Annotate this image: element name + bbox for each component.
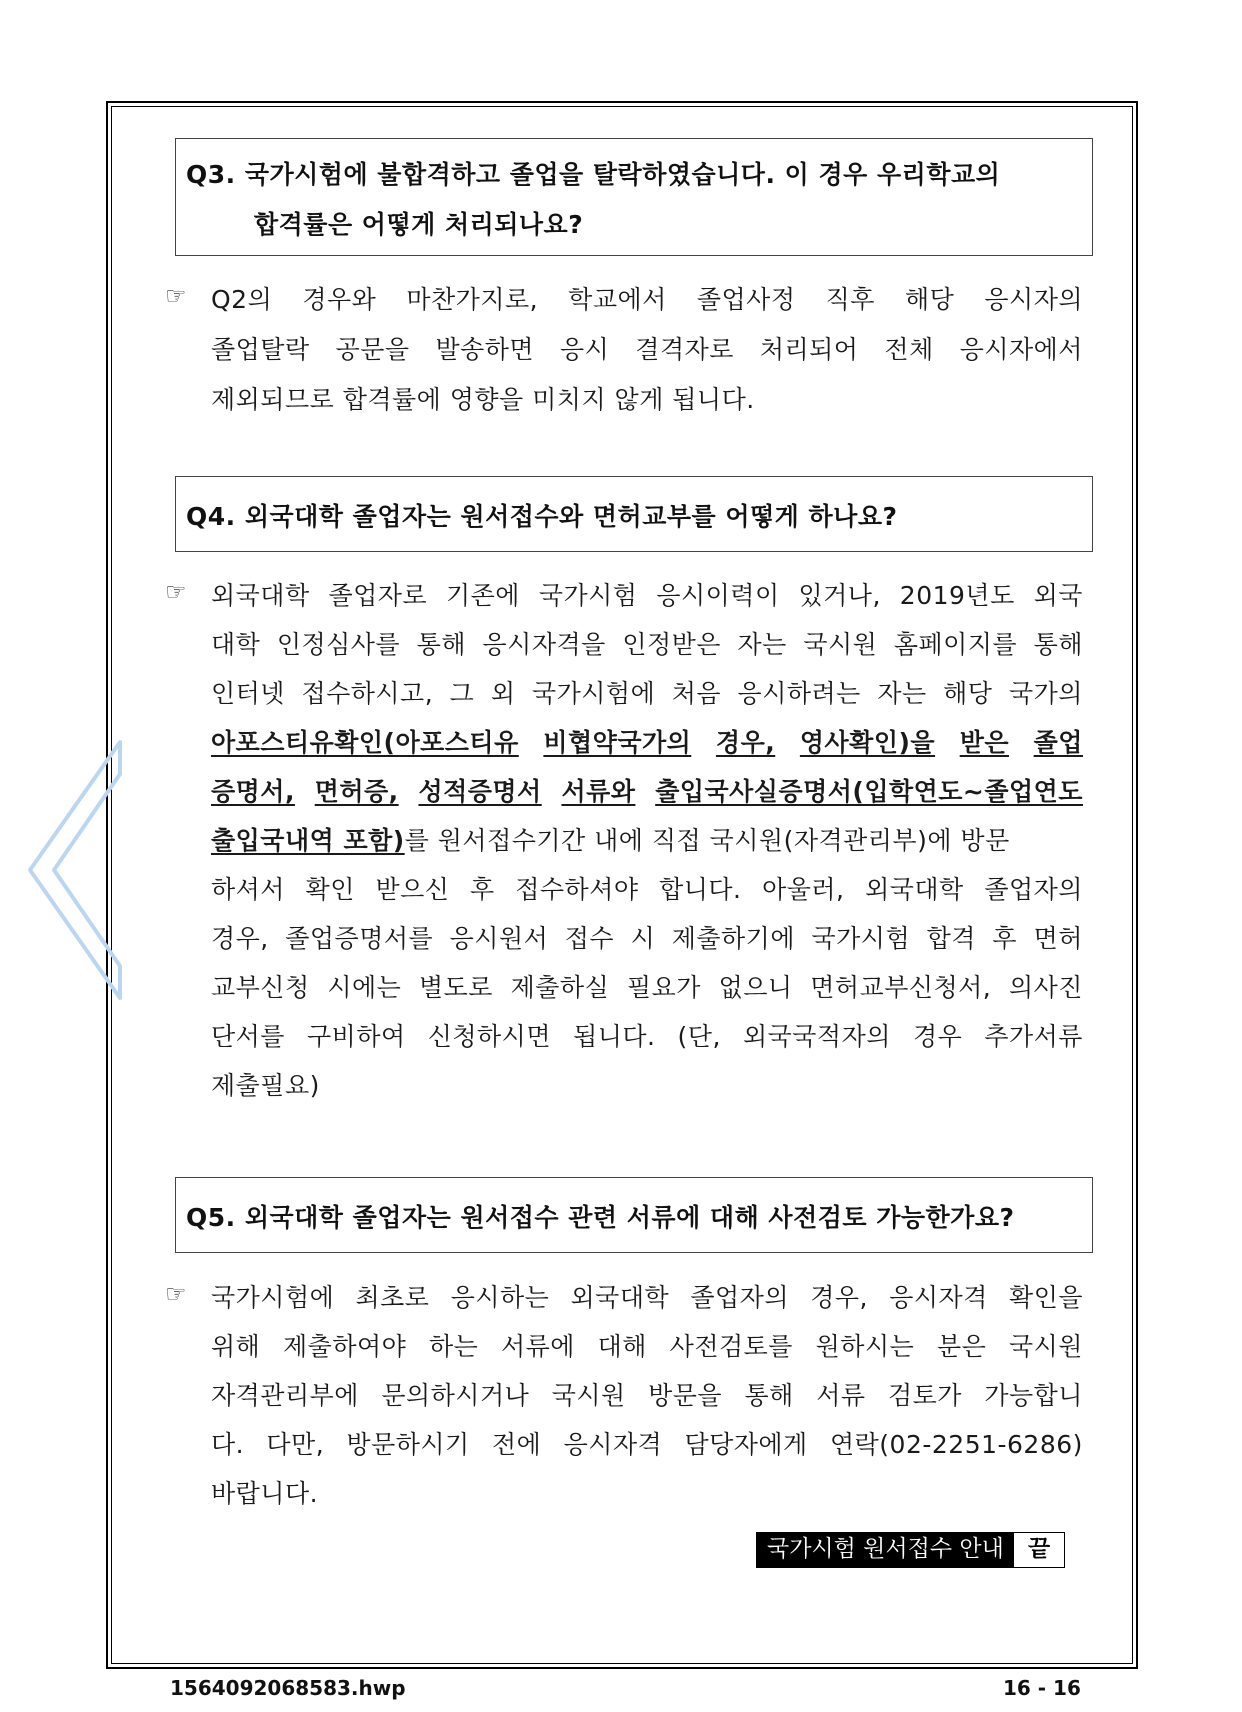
word: 응시 [560,335,610,364]
word: 졸업탈락 [211,335,310,364]
word: 대해 [597,1332,647,1361]
word: 응시하려는 [737,679,861,708]
answer-line [211,1376,1083,1412]
word: 영사확인)을 [799,728,936,757]
word: 국가시험 [538,581,638,610]
word: (단, [677,1022,721,1051]
word: 성적증명서 [418,777,542,806]
word: 해당 [943,679,993,708]
word: 응시자격을 [482,630,606,659]
word: 없으니 [718,973,793,1002]
word: 접수하셔야 [515,875,639,904]
word: 응시원서 [449,924,549,953]
word: 외 [490,679,516,708]
answer-line-emphasis [211,723,1083,759]
word: 마찬가지로, [406,285,539,314]
word: 교부신청 [211,973,310,1002]
word: 서류 [816,1381,866,1410]
word: 자격관리부에 [211,1381,359,1410]
word: 자는 [877,679,927,708]
answer-text: 를 원서접수기간 내에 직접 국시원(자격관리부)에 방문 [404,826,1010,855]
question-box-q4 [175,476,1093,552]
pointing-hand-icon: ☞ [165,578,188,606]
word: 직후 [825,285,875,314]
answer-line [211,280,1083,316]
word: 후 [992,924,1018,953]
word: 받으신 [375,875,450,904]
word: 확인 [305,875,355,904]
word: 위해 [211,1332,261,1361]
answer-q3 [165,280,1085,430]
word: 졸업자로 [328,581,428,610]
word: 구비하여 [307,1022,406,1051]
word: 검토가 [887,1381,962,1410]
word: 경우, [715,728,776,757]
word: 비협약국가의 [543,728,692,757]
word: 결격자로 [635,335,734,364]
word: 의사진 [1008,973,1083,1002]
pointing-hand-icon: ☞ [165,282,188,310]
word: 경우와 [302,285,377,314]
word: 인정심사를 [276,630,401,659]
word: 국가시험 [811,924,911,953]
word: 확인을 [1009,1283,1083,1312]
word: 처음 [671,679,722,708]
word: 하셔서 [211,875,285,904]
answer-line [211,1425,1083,1461]
answer-line [211,625,1083,661]
word: 경우 [912,1022,963,1051]
word: 응시자의 [984,285,1083,314]
word: 원하시는 [815,1332,915,1361]
word: 국시원 [1008,1332,1083,1361]
word: 전에 [491,1430,542,1459]
word: 담당자에게 [684,1430,808,1459]
word: 면허 [1033,924,1083,953]
word: 통해 [1033,630,1083,659]
word: 후 [470,875,495,904]
word: 면허교부신청서, [810,973,992,1002]
word: 자는 [737,630,787,659]
word: 연락(02-2251-6286) [830,1430,1083,1459]
word: 국가의 [1008,679,1083,708]
word: 단서를 [211,1022,285,1051]
word: 받은 [959,728,1010,757]
answer-line [211,1278,1083,1314]
word: 2019년도 [899,581,1015,610]
chevron-left-icon[interactable] [26,740,126,1004]
question-title: Q5. 외국대학 졸업자는 원서접수 관련 서류에 대해 사전검토 가능한가요? [186,1203,1015,1232]
word: 합니다. [659,875,742,904]
word: 다만, [266,1430,325,1459]
word: 방문하시기 [346,1430,470,1459]
word: 됩니다. [573,1022,656,1051]
answer-q5 [165,1278,1085,1528]
word: 국시원 [803,630,878,659]
word: 경우, [810,1283,868,1312]
word: 합격 [926,924,976,953]
word: 통해 [416,630,466,659]
word: 접수하시고, [301,679,434,708]
word: 신청하시면 [427,1022,551,1051]
word: 졸업자의 [984,875,1083,904]
word: 시에는 [327,973,402,1002]
word: 사전검토를 [669,1332,793,1361]
question-title-continued: 합격률은 어떻게 처리되나요? [254,210,584,239]
word: 발송하면 [435,335,535,364]
word: 학교에서 [568,285,667,314]
end-badge-label: 국가시험 원서접수 안내 [757,1533,1014,1567]
word: 아울러, [762,875,845,904]
word: 제출하기에 [671,924,795,953]
word: 처리되어 [759,335,859,364]
answer-line [211,919,1083,955]
word: 외국 [1033,581,1083,610]
word: 졸업자의 [690,1283,789,1312]
word: 면허증, [314,777,399,806]
word: 문의하시거나 [381,1381,530,1410]
word: 다. [211,1430,245,1459]
answer-line: 제외되므로 합격률에 영향을 미치지 않게 됩니다. [211,385,755,414]
word: 방문을 [648,1381,723,1410]
word: 필요가 [626,973,701,1002]
end-badge [756,1532,1065,1568]
word: 그 [449,679,475,708]
word: 제출하실 [510,973,610,1002]
word: 응시자에서 [959,335,1083,364]
word: 응시자격 [889,1283,988,1312]
answer-line [211,330,1083,366]
word: 국시원 [551,1381,626,1410]
answer-line [211,576,1083,612]
word: 최초로 [355,1283,430,1312]
answer-q4 [165,576,1085,1116]
word: 기존에 [446,581,520,610]
word: 시 [630,924,656,953]
answer-line [211,870,1083,906]
end-badge-end: 끝 [1014,1533,1064,1567]
word: 응시이력이 [656,581,780,610]
word: 증명서, [211,777,295,806]
word: 분은 [936,1332,987,1361]
word: 해당 [904,285,955,314]
word: 졸업 [1033,728,1083,757]
question-title: Q4. 외국대학 졸업자는 원서접수와 면허교부를 어떻게 하나요? [186,502,898,531]
word: 응시하는 [450,1283,550,1312]
answer-line [211,821,1083,857]
word: 졸업증명서를 [285,924,434,953]
word: 아포스티유확인(아포스티유 [211,728,519,757]
word: 출입국사실증명서(입학연도~졸업연도 [655,777,1083,806]
word: 외국대학 [865,875,964,904]
word: 가능합니 [984,1381,1083,1410]
answer-line [211,968,1083,1004]
word: 응시자격 [563,1430,663,1459]
word: 인정받은 [622,630,721,659]
question-box-q3 [175,138,1093,256]
word: 졸업사정 [696,285,796,314]
word: 별도로 [418,973,493,1002]
pointing-hand-icon: ☞ [165,1280,188,1308]
word: 제출하여야 [283,1332,407,1361]
word: 국가시험에 [211,1283,335,1312]
word: 추가서류 [984,1022,1083,1051]
footer-page-number: 16 - 16 [1003,1676,1081,1700]
word: 대학 [211,630,261,659]
word: 접수 [564,924,615,953]
word: 인터넷 [211,679,285,708]
answer-line [211,1327,1083,1363]
word: 하는 [428,1332,479,1361]
word: 공문을 [335,335,410,364]
answer-line: 바랍니다. [211,1479,319,1508]
answer-line: 제출필요) [211,1071,320,1100]
answer-emphasis-text: 출입국내역 포함) [211,826,405,855]
answer-line [211,674,1083,710]
word: 외국국적자의 [742,1022,891,1051]
word: 있거나, [798,581,881,610]
word: 홈페이지를 [893,630,1018,659]
word: Q2의 [211,285,273,314]
word: 경우, [211,924,269,953]
word: 전체 [884,335,934,364]
word: 국가시험에 [531,679,656,708]
answer-line [211,1017,1083,1053]
word: 외국대학 [211,581,310,610]
question-title: Q3. 국가시험에 불합격하고 졸업을 탈락하였습니다. 이 경우 우리학교의 [186,160,1001,189]
word: 외국대학 [570,1283,670,1312]
word: 서류에 [501,1332,575,1361]
footer-filename: 1564092068583.hwp [170,1676,406,1700]
word: 통해 [744,1381,794,1410]
word: 서류와 [561,777,636,806]
question-box-q5 [175,1177,1093,1253]
answer-line-emphasis [211,772,1083,808]
